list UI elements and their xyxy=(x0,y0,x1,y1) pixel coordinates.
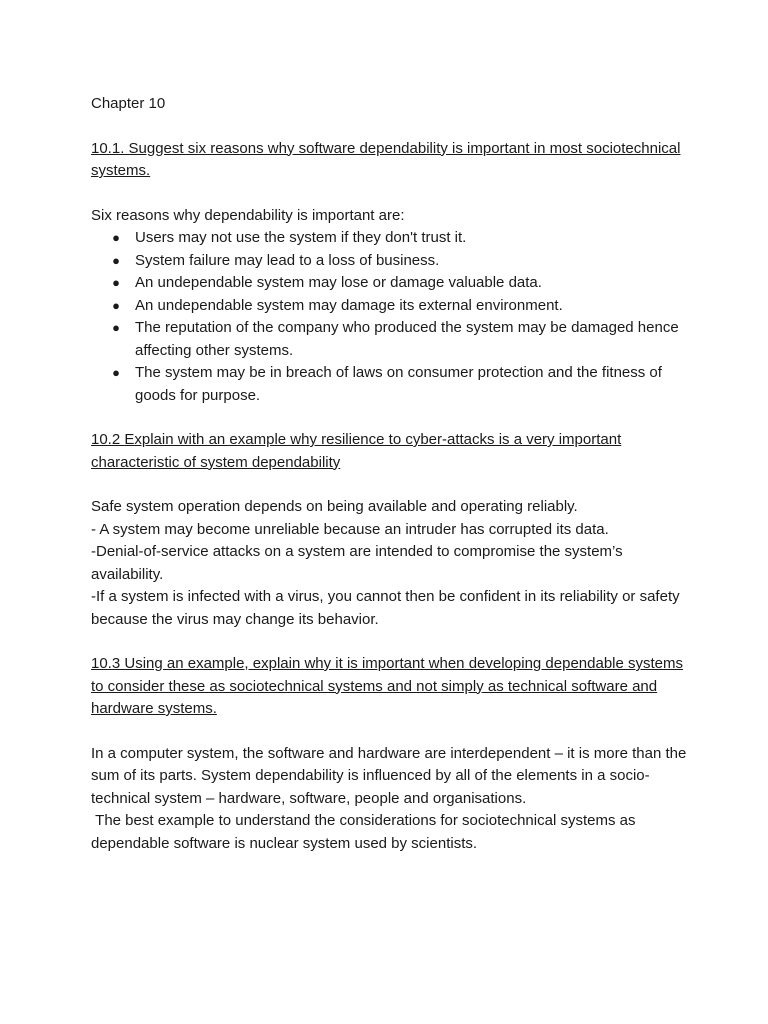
answer-2-line: Safe system operation depends on being available and operating reliably. xyxy=(91,498,578,515)
reasons-list xyxy=(91,227,691,407)
list-item: ● The system may be in breach of laws on consumer protection and the fitness of goods for purpose. xyxy=(112,364,662,404)
document-page xyxy=(91,93,691,855)
list-item: ● Users may not use the system if they don't trust it. xyxy=(91,227,691,250)
list-item: ● An undependable system may damage its external environment. xyxy=(91,295,691,318)
list-item: ● System failure may lead to a loss of business. xyxy=(91,250,691,273)
question-2-title: 10.2 Explain with an example why resilience to cyber-attacks is a very important characteristic of system dependability xyxy=(91,431,622,471)
chapter-title: Chapter 10 xyxy=(91,95,166,112)
bullet-icon: ● xyxy=(112,252,120,268)
answer-2-line: - A system may become unreliable because an intruder has corrupted its data. xyxy=(91,520,609,538)
bullet-icon: ● xyxy=(112,365,120,380)
list-item: ● An undependable system may lose or damage valuable data. xyxy=(91,272,691,295)
question-1-title: 10.1. Suggest six reasons why software dependability is important in most sociotechnical systems. xyxy=(91,139,681,179)
question-3-title: 10.3 Using an example, explain why it is important when developing dependable systems to consider these as sociotechnical systems and not simply as technical software and hardware systems. xyxy=(91,655,684,717)
bullet-icon: ● xyxy=(112,297,120,313)
answer-3-paragraph-1: In a computer system, the software and hardware are interdependent – it is more than the sum of its parts. System dependability is influenced by all of the elements in a socio-technical system – hardware, software, people and organisations. xyxy=(91,744,687,807)
bullet-icon: ● xyxy=(112,320,120,335)
answer-3-paragraph-2: The best example to understand the considerations for sociotechnical systems as dependable software is nuclear system used by scientists. xyxy=(91,812,640,852)
question-1-intro: Six reasons why dependability is important are: xyxy=(91,206,405,224)
bullet-icon: ● xyxy=(112,275,120,290)
answer-2-line: -If a system is infected with a virus, you cannot then be confident in its reliability or safety because the virus may change its behavior. xyxy=(91,588,680,628)
answer-2-line: -Denial-of-service attacks on a system are intended to compromise the system’s availability. xyxy=(91,543,623,583)
list-item: ● The reputation of the company who produced the system may be damaged hence affecting other systems. xyxy=(112,319,679,359)
bullet-icon: ● xyxy=(112,230,120,245)
